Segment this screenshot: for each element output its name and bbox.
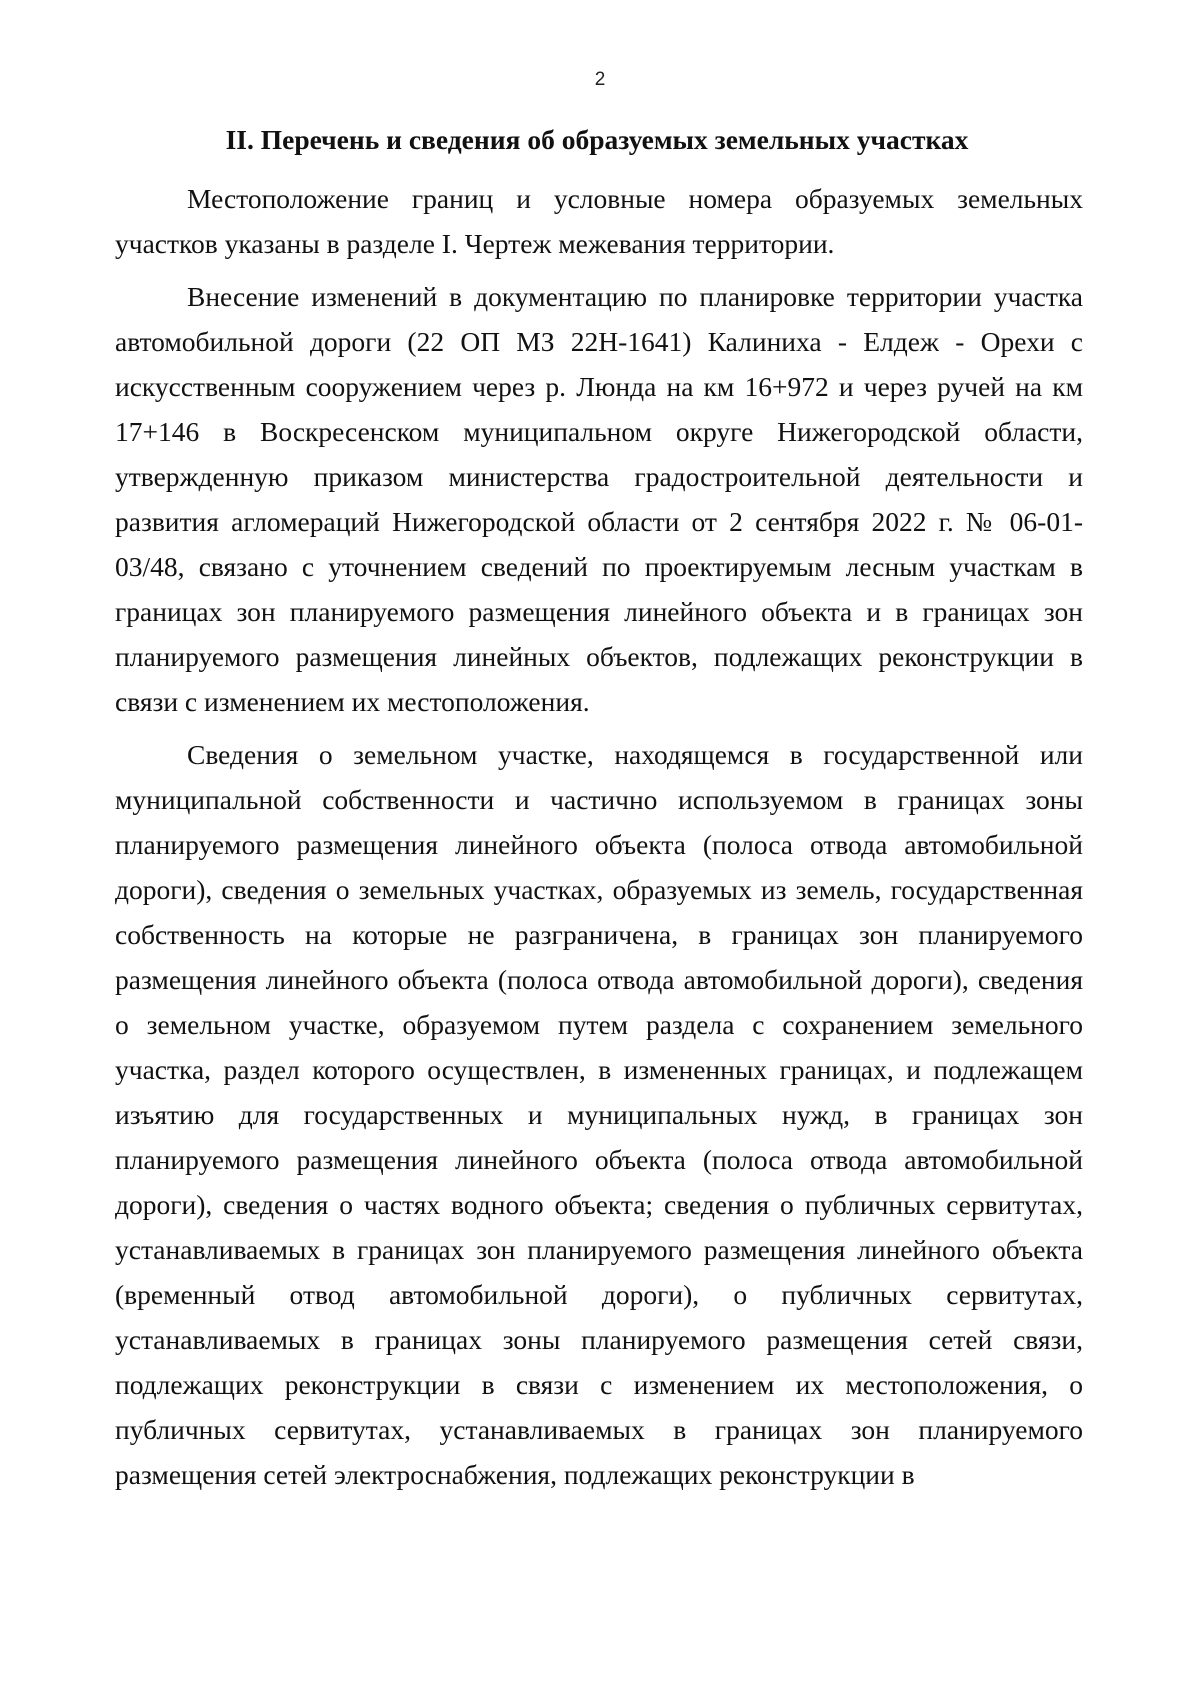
section-title: II. Перечень и сведения об образуемых земельных участках: [225, 124, 969, 155]
paragraph-land-plot-info: Сведения о земельном участке, находящемся в государственной или муниципальной собственности и частично используемом в границах зоны планируемого размещения линейного объекта (полоса отвода автомобильной дороги), сведения о земельных участках, образуемых из земель, государственная собственность на которые не разграничена, в границах зон планируемого размещения линейного объекта (полоса отвода автомобильной дороги), сведения о земельном участке, образуемом путем раздела с сохранением земельного участка, раздел которого осуществлен, в измененных границах, и подлежащем изъятию для государственных и муниципальных нужд, в границах зон планируемого размещения линейного объекта (полоса отвода автомобильной дороги), сведения о частях водного объекта; сведения о публичных сервитутах, устанавливаемых в границах зон планируемого размещения линейного объекта (временный отвод автомобильной дороги), о публичных сервитутах, устанавливаемых в границах зоны планируемого размещения сетей связи, подлежащих реконструкции в связи с изменением их местоположения, о публичных сервитутах, устанавливаемых в границах зон планируемого размещения сетей электроснабжения, подлежащих реконструкции в: [115, 739, 1083, 1490]
page-number: 2: [594, 69, 606, 90]
paragraph-amendments: Внесение изменений в документацию по планировке территории участка автомобильной дороги (22 ОП МЗ 22Н-1641) Калиниха - Елдеж - Орехи с искусственным сооружением через р. Люнда на км 16+972 и через ручей на км 17+146 в Воскресенском муниципальном округе Нижегородской области, утвержденную приказом министерства градостроительной деятельности и развития агломераций Нижегородской области от 2 сентября 2022 г. № 06-01-03/48, связано с уточнением сведений по проектируемым лесным участкам в границах зон планируемого размещения линейного объекта и в границах зон планируемого размещения линейных объектов, подлежащих реконструкции в связи с изменением их местоположения.: [115, 281, 1083, 717]
paragraph-boundaries: Местоположение границ и условные номера образуемых земельных участков указаны в разделе I. Чертеж межевания территории.: [115, 183, 1083, 259]
document-body: [115, 176, 1083, 1505]
